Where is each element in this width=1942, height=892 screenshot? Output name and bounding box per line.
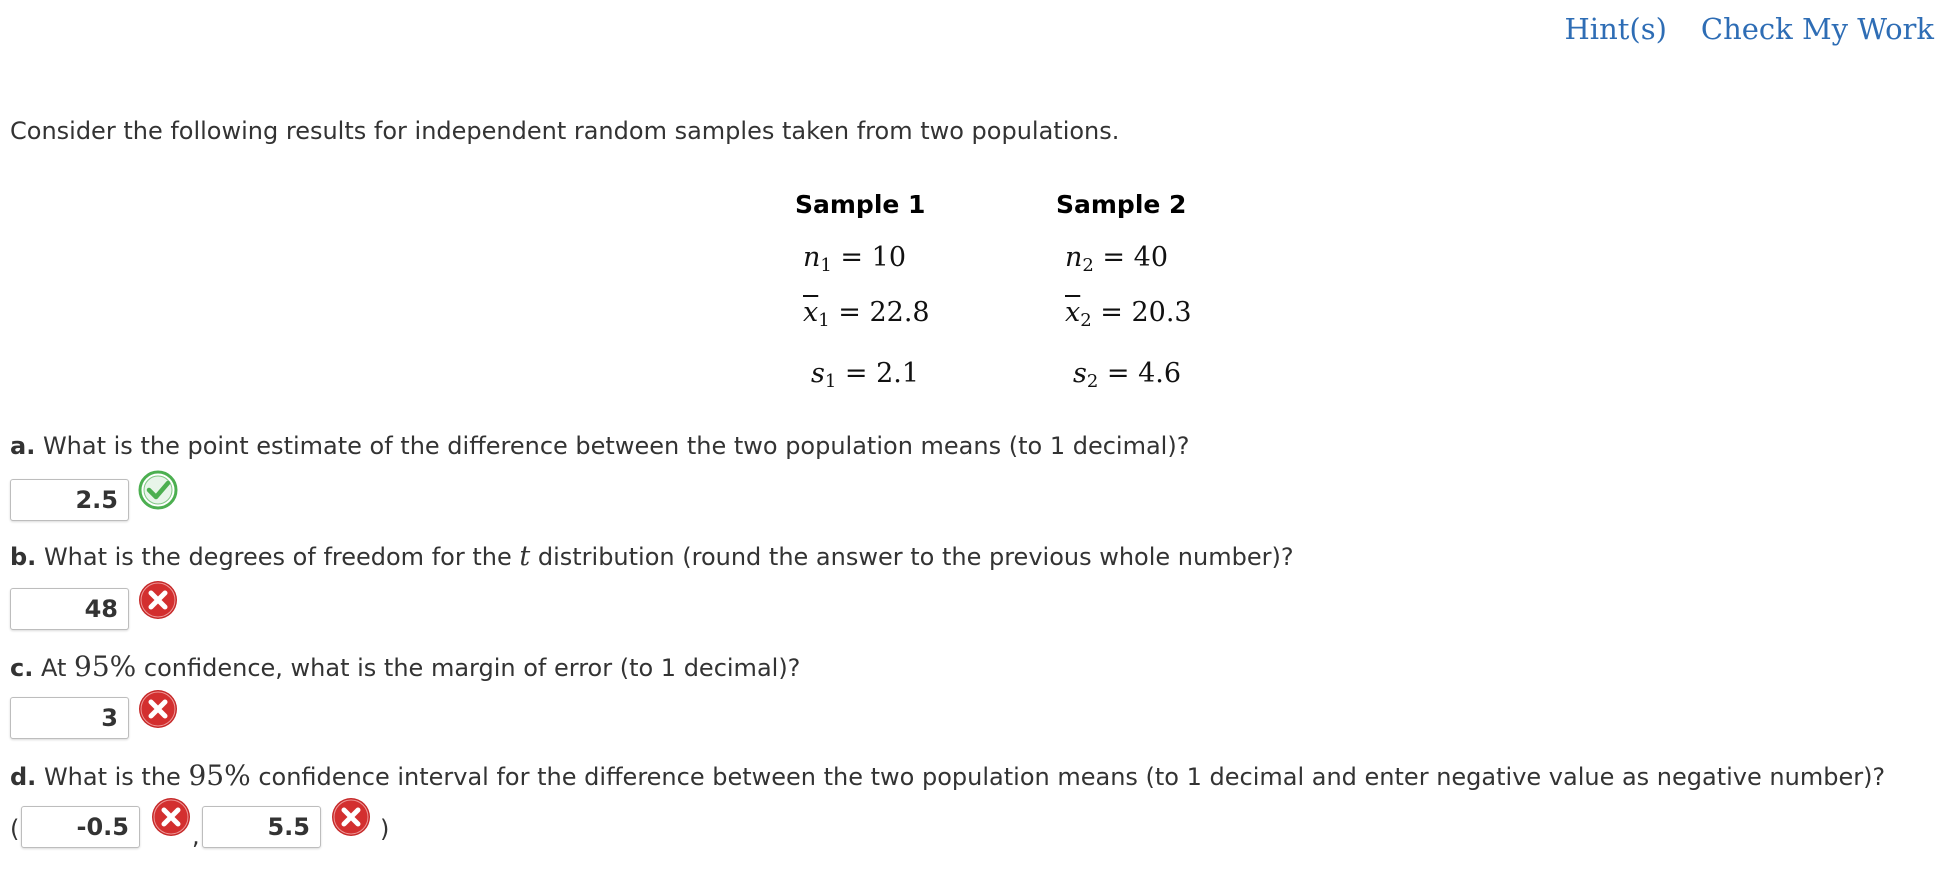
n2-formula: $n_2 = 40$: [1065, 242, 1168, 276]
question-d-text-before: What is the: [43, 763, 181, 791]
question-c-text-after: confidence, what is the margin of error (to 1 decimal)?: [143, 654, 801, 682]
incorrect-x-icon: [151, 797, 191, 837]
question-a-label: a.: [10, 432, 36, 460]
top-links: [1565, 12, 1935, 46]
question-c: [10, 650, 800, 683]
question-a-text: What is the point estimate of the difference between the two population means (to 1 decimal)?: [42, 432, 1190, 460]
question-d-label: d.: [10, 763, 37, 791]
comma: ,: [192, 822, 200, 850]
question-c-percent: 95%: [74, 650, 137, 683]
question-c-text-before: At: [40, 654, 67, 682]
answer-d-upper-input[interactable]: 5.5: [202, 806, 321, 848]
s1-value: 2.1: [876, 358, 920, 389]
n1-value: 10: [871, 242, 906, 273]
answer-b-input[interactable]: 48: [10, 588, 129, 630]
x1-formula: $\overline{x}_1 = 22.8$: [803, 297, 930, 331]
answer-a-input[interactable]: 2.5: [10, 479, 129, 521]
question-b-label: b.: [10, 543, 37, 571]
x2-formula: $\overline{x}_2 = 20.3$: [1065, 297, 1192, 331]
hints-link[interactable]: Hint(s): [1564, 12, 1667, 46]
question-c-label: c.: [10, 654, 34, 682]
s1-formula: $s_1 = 2.1$: [811, 358, 920, 392]
question-d-text-after: confidence interval for the difference between the two population means (to 1 decimal and enter negative value as negative number)?: [258, 763, 1886, 791]
close-paren: ): [380, 815, 390, 843]
incorrect-x-icon: [138, 580, 178, 620]
sample1-header: Sample 1: [795, 190, 926, 219]
question-b: [10, 541, 1294, 572]
incorrect-x-icon: [138, 689, 178, 729]
question-b-text-after: distribution (round the answer to the previous whole number)?: [537, 543, 1294, 571]
question-d: [10, 759, 1885, 792]
s2-value: 4.6: [1138, 358, 1182, 389]
intro-text: Consider the following results for independent random samples taken from two populations.: [10, 117, 1120, 145]
x2-value: 20.3: [1131, 297, 1192, 328]
question-a: [10, 432, 1189, 460]
answer-c-input[interactable]: 3: [10, 697, 129, 739]
open-paren: (: [10, 815, 20, 843]
correct-check-icon: [138, 470, 178, 510]
question-d-percent: 95%: [188, 759, 251, 792]
answer-d-lower-input[interactable]: -0.5: [21, 806, 140, 848]
n1-formula: $n_1 = 10$: [803, 242, 906, 276]
incorrect-x-icon: [331, 797, 371, 837]
x1-value: 22.8: [869, 297, 930, 328]
t-symbol: t: [519, 541, 531, 572]
s2-formula: $s_2 = 4.6$: [1073, 358, 1182, 392]
check-my-work-link[interactable]: Check My Work: [1700, 12, 1934, 46]
question-b-text-before: What is the degrees of freedom for the: [43, 543, 512, 571]
n2-value: 40: [1133, 242, 1168, 273]
sample2-header: Sample 2: [1056, 190, 1187, 219]
